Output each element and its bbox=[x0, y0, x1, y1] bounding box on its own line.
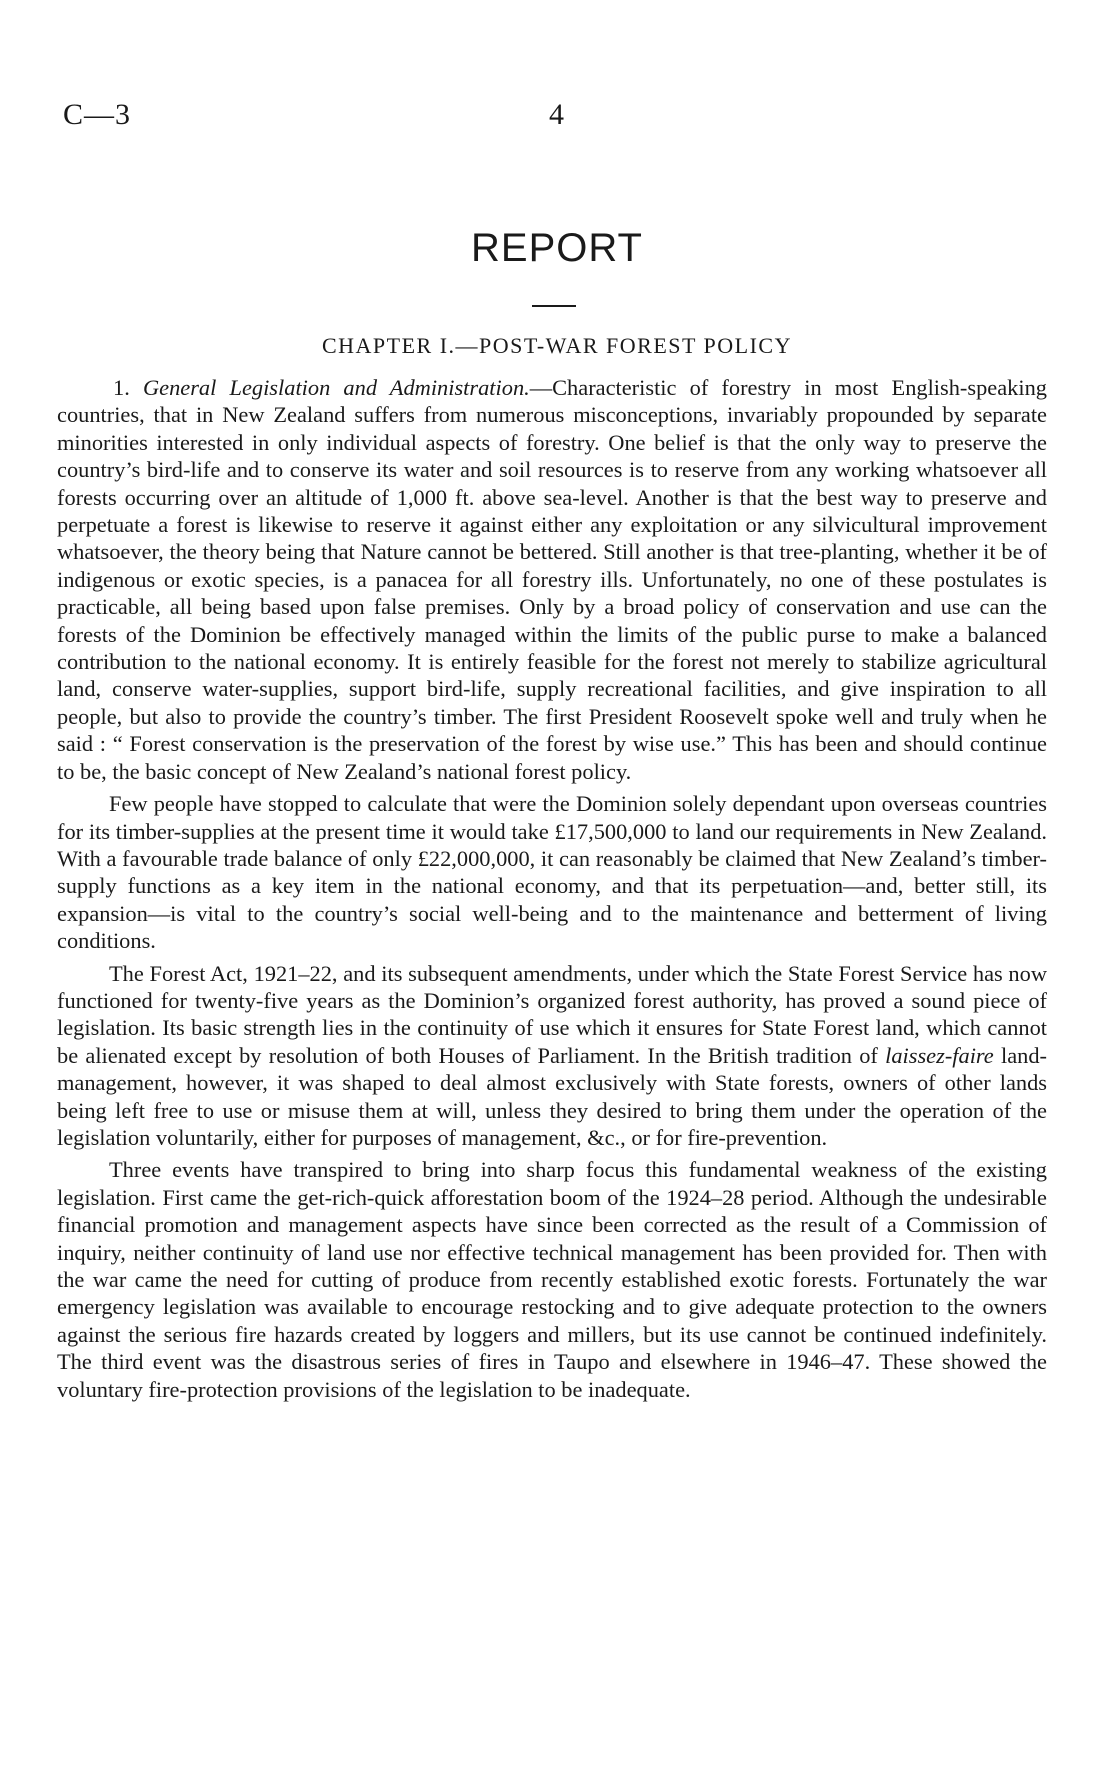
paragraph-number: 1. bbox=[113, 375, 130, 400]
body-text bbox=[57, 374, 1047, 1408]
paragraph-1-text: —Characteristic of forestry in most English-speaking countries, that in New Zealand suffers from numerous misconceptions, invariably propounded by separate minorities interested in only individual aspects of forestry. One belief is that the only way to preserve the country’s bird-life and to conserve its water and soil resources is to reserve from any working whatsoever all forests occurring over an altitude of 1,000 ft. above sea-level. Another is that the best way to preserve and perpetuate a forest is likewise to reserve it against either any exploitation or any silvicultural improvement whatsoever, the theory being that Nature cannot be bettered. Still another is that tree-planting, whether it be of indigenous or exotic species, is a panacea for all forestry ills. Unfortunately, no one of these postulates is practicable, all being based upon false premises. Only by a broad policy of conservation and use can the forests of the Dominion be effectively managed within the limits of the public purse to make a balanced contribution to the national economy. It is entirely feasible for the forest not merely to stabilize agricultural land, conserve water-supplies, support bird-life, supply recreational facilities, and give inspiration to all people, but also to provide the country’s timber. The first President Roosevelt spoke well and truly when he said : “ Forest conservation is the preservation of the forest by wise use.” This has been and should continue to be, the basic concept of New Zealand’s national forest policy. bbox=[57, 375, 1047, 784]
paragraph-3-text-before: The Forest Act, 1921–22, and its subsequent amendments, under which the State Forest Service has now functioned for twenty-five years as the Dominion’s organized forest authority, has proved a sound piece of legislation. Its basic strength lies in the continuity of use which it ensures for State Forest land, which cannot be alienated except by resolution of both Houses of Parliament. In the British tradition of bbox=[57, 960, 1047, 1068]
title-rule bbox=[532, 305, 576, 307]
chapter-heading: CHAPTER I.—POST-WAR FOREST POLICY bbox=[321, 333, 792, 358]
parliamentary-paper-reference: C—3 bbox=[63, 98, 132, 131]
italic-term: laissez-faire bbox=[885, 1042, 994, 1068]
paragraph-4: Three events have transpired to bring into sharp focus this fundamental weakness of the existing legislation. First came the get-rich-quick afforestation boom of the 1924–28 period. Although the undesirable financial promotion and management aspects have since been corrected as the result of a Commission of inquiry, neither continuity of land use nor effective technical management has been provided for. Then with the war came the need for cutting of produce from recently established exotic forests. Fortunately the war emergency legislation was available to encourage restocking and to give adequate protection to the owners against the serious fire hazards created by loggers and millers, but its use cannot be continued indefinitely. The third event was the disastrous series of fires in Taupo and elsewhere in 1946–47. These showed the voluntary fire-protection provisions of the legislation to be inadequate. bbox=[57, 1157, 1047, 1402]
paragraph-2: Few people have stopped to calculate that were the Dominion solely dependant upon overseas countries for its timber-supplies at the present time it would take £17,500,000 to land our requirements in New Zealand. With a favourable trade balance of only £22,000,000, it can reasonably be claimed that New Zealand’s timber-supply functions as a key item in the national economy, and that its perpetuation—and, better still, its expansion—is vital to the country’s social well-being and to the maintenance and betterment of living conditions. bbox=[57, 791, 1047, 954]
section-heading: General Legislation and Administration. bbox=[142, 375, 530, 400]
page-number: 4 bbox=[549, 98, 564, 131]
report-title: REPORT bbox=[471, 226, 643, 270]
paragraph-1 bbox=[57, 374, 1047, 785]
paragraph-3-text-after: land-management, however, it was shaped to deal almost exclusively with State forests, owners of other lands being left free to use or misuse them at will, unless they desired to bring them under the operation of the legislation voluntarily, either for purposes of management, &c., or for fire-prevention. bbox=[57, 1042, 1048, 1150]
paragraph-3 bbox=[57, 960, 1047, 1152]
